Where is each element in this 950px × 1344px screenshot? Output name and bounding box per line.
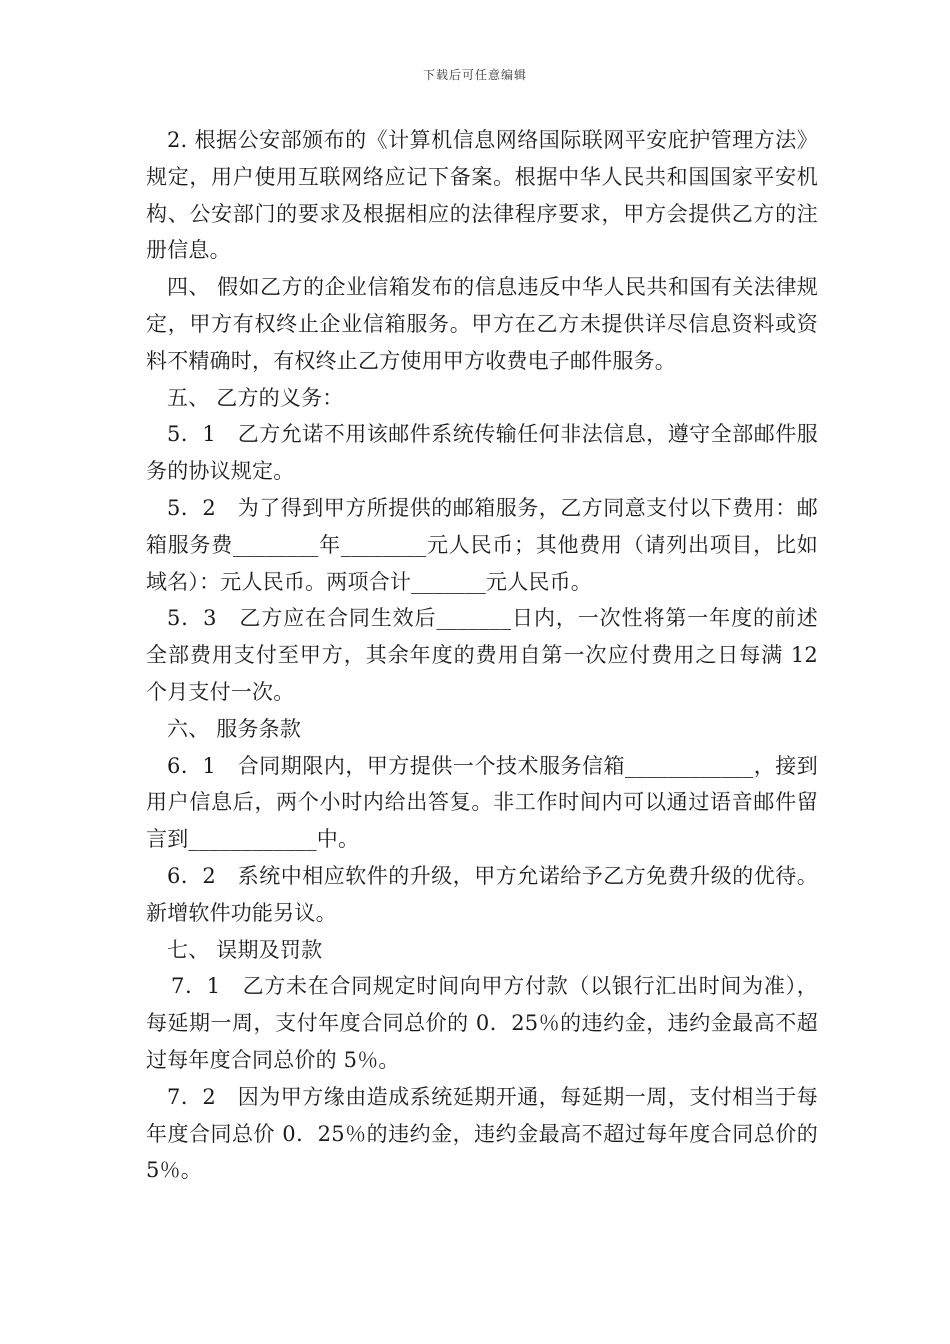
clause-7-1: 7．1 乙方未在合同规定时间向甲方付款（以银行汇出时间为准），每延期一周，支付年度合同总价的 0．25％的违约金，违约金最高不超过每年度合同总价的 5％。 (146, 974, 818, 1072)
page-header: 下载后可任意编辑 (422, 68, 527, 82)
paragraph-2-registration: 2. 根据公安部颁布的《计算机信息网络国际联网平安庇护管理方法》规定，用户使用互联网络应记下备案。根据中华人民共和国国家平安机构、公安部门的要求及根据相应的法律程序要求，甲方会提供乙方的注册信息。 (146, 128, 818, 263)
clause-6-2: 6．2 系统中相应软件的升级，甲方允诺给予乙方免费升级的优待。新增软件功能另议。 (146, 863, 818, 925)
clause-5-3: 5．3 乙方应在合同生效后_______日内，一次性将第一年度的前述全部费用支付至甲方，其余年度的费用自第一次应付费用之日每满 12 个月支付一次。 (146, 606, 818, 704)
document-body (146, 122, 818, 1189)
section-7-heading: 七、 误期及罚款 (167, 937, 323, 962)
clause-7-2: 7．2 因为甲方缘由造成系统延期开通，每延期一周，支付相当于每年度合同总价 0．25％的违约金，违约金最高不超过每年度合同总价的 5％。 (146, 1084, 818, 1183)
clause-5-1: 5．1 乙方允诺不用该邮件系统传输任何非法信息，遵守全部邮件服务的协议规定。 (146, 422, 818, 484)
clause-6-1: 6．1 合同期限内，甲方提供一个技术服务信箱____________，接到用户信息后，两个小时内给出答复。非工作时间内可以通过语音邮件留言到____________中。 (146, 753, 818, 852)
section-4-termination: 四、 假如乙方的企业信箱发布的信息违反中华人民共和国有关法律规定，甲方有权终止企业信箱服务。甲方在乙方未提供详尽信息资料或资料不精确时，有权终止乙方使用甲方收费电子邮件服务。 (146, 275, 818, 373)
section-5-heading: 五、 乙方的义务： (167, 385, 344, 410)
clause-5-2: 5．2 为了得到甲方所提供的邮箱服务，乙方同意支付以下费用：邮箱服务费________年________元人民币；其他费用（请列出项目，比如域名）：元人民币。两项合计_______元人民币。 (146, 495, 818, 594)
section-6-heading: 六、 服务条款 (167, 716, 302, 741)
